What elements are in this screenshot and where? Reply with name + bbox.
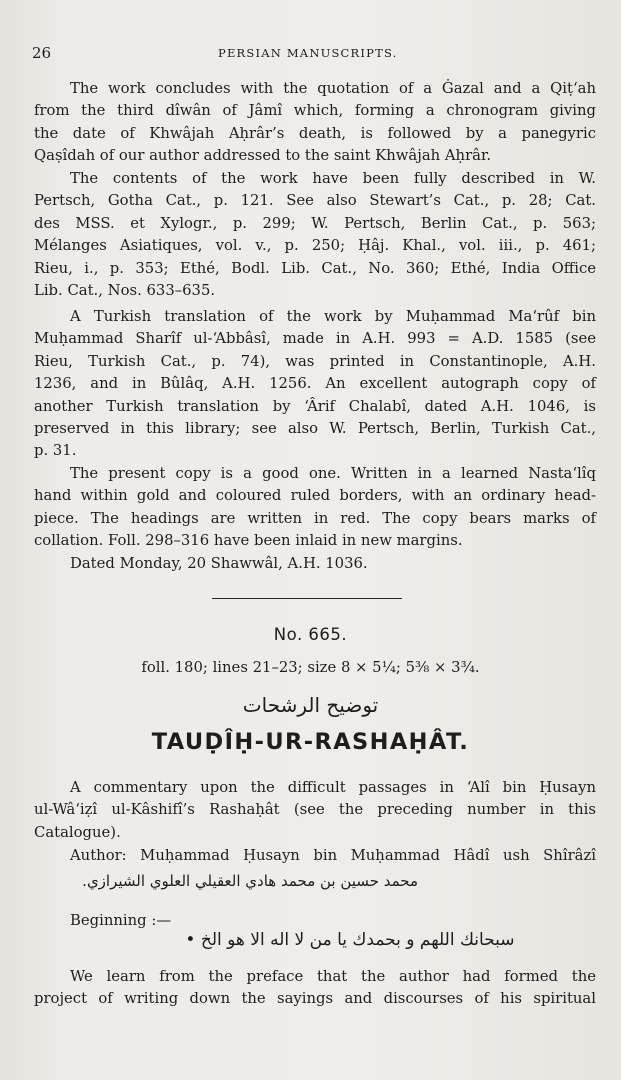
text-line: Muḥammad Sharîf ul-‘Abbâsî, made in A.H. 993 = A.D. 1585 (see xyxy=(34,330,596,348)
text-line: We learn from the preface that the author had formed the xyxy=(70,968,596,985)
arabic-title: توضيح الرشحات xyxy=(242,693,379,717)
text-line: ul-Wâ‘iẓî ul-Kâshifî’s Rashaḥât (see the preceding number in this xyxy=(34,801,596,819)
paragraph-copy-description xyxy=(34,463,596,553)
text-line: the date of Khwâjah Aḥrâr’s death, is followed by a panegyric xyxy=(34,124,596,142)
text-line: Beginning :— xyxy=(70,912,172,929)
text-line: Mélanges Asiatiques, vol. v., p. 250; Ḥâj. Khal., vol. iii., p. 461; xyxy=(34,237,596,255)
paragraph-conclusion xyxy=(34,78,596,168)
text-line: Qaṣîdah of our author addressed to the saint Khwâjah Aḥrâr. xyxy=(34,147,492,165)
entry-dimensions: foll. 180; lines 21–23; size 8 × 5¼; 5⅜ × 3¾. xyxy=(141,659,480,676)
text-line: collation. Foll. 298–316 have been inlaid in new margins. xyxy=(34,532,463,550)
text-line: The present copy is a good one. Written in a learned Nasta‘lîq xyxy=(70,465,596,482)
paragraph-contents xyxy=(34,168,596,302)
dated-line xyxy=(34,553,596,575)
text-line: A Turkish translation of the work by Muḥammad Ma‘rûf bin xyxy=(70,308,596,325)
text-line: A commentary upon the difficult passages in ‘Alî bin Ḥusayn xyxy=(70,779,596,796)
paragraph-turkish-translation xyxy=(34,306,596,463)
text-line: project of writing down the sayings and discourses of his spiritual xyxy=(34,990,596,1008)
text-line: another Turkish translation by ‘Ârif Chalabî, dated A.H. 1046, is xyxy=(34,397,596,415)
text-line: 1236, and in Bûlâq, A.H. 1256. An excellent autograph copy of xyxy=(34,375,596,393)
text-line: Rieu, i., p. 353; Ethé, Bodl. Lib. Cat., No. 360; Ethé, India Office xyxy=(34,259,596,277)
text-line: hand within gold and coloured ruled borders, with an ordinary head- xyxy=(34,487,596,505)
text-line: des MSS. et Xylogr., p. 299; W. Pertsch, Berlin Cat., p. 563; xyxy=(34,214,596,232)
text-line: Dated Monday, 20 Shawwâl, A.H. 1036. xyxy=(70,555,368,572)
beginning-arabic: سبحانك اللهم و بحمدك يا من لا اله الا هو الخ • xyxy=(185,930,515,950)
text-line: The contents of the work have been fully described in W. xyxy=(70,170,596,187)
author-line xyxy=(34,845,596,867)
text-line: Rieu, Turkish Cat., p. 74), was printed in Constantinople, A.H. xyxy=(34,352,596,370)
text-line: Catalogue). xyxy=(34,823,121,841)
paragraph-preface xyxy=(34,966,596,1011)
text-line: from the third dîwân of Jâmî which, forming a chronogram giving xyxy=(34,102,596,120)
entry-title: TAUḌÎḤ-UR-RASHAḤÂT. xyxy=(151,729,470,755)
text-line: p. 31. xyxy=(34,442,77,460)
text-line: Pertsch, Gotha Cat., p. 121. See also Stewart’s Cat., p. 28; Cat. xyxy=(34,192,596,210)
text-line: The work concludes with the quotation of a Ġazal and a Qiṭ‘ah xyxy=(70,80,596,97)
page-number: 26 xyxy=(32,44,52,62)
running-title: PERSIAN MANUSCRIPTS. xyxy=(218,46,398,60)
text-line: Lib. Cat., Nos. 633–635. xyxy=(34,282,216,300)
author-arabic: محمد حسين بن محمد هادي العقيلي العلوي الشيرازي. xyxy=(82,872,418,890)
entry-number: No. 665. xyxy=(273,625,348,644)
text-line: piece. The headings are written in red. The copy bears marks of xyxy=(34,509,596,527)
page-header xyxy=(32,44,591,64)
paragraph-commentary xyxy=(34,777,596,844)
text-line: preserved in this library; see also W. Pertsch, Berlin, Turkish Cat., xyxy=(34,420,596,438)
text-line: Author: Muḥammad Ḥusayn bin Muḥammad Hâdî ush Shîrâzî xyxy=(70,847,596,864)
section-divider xyxy=(212,598,402,599)
